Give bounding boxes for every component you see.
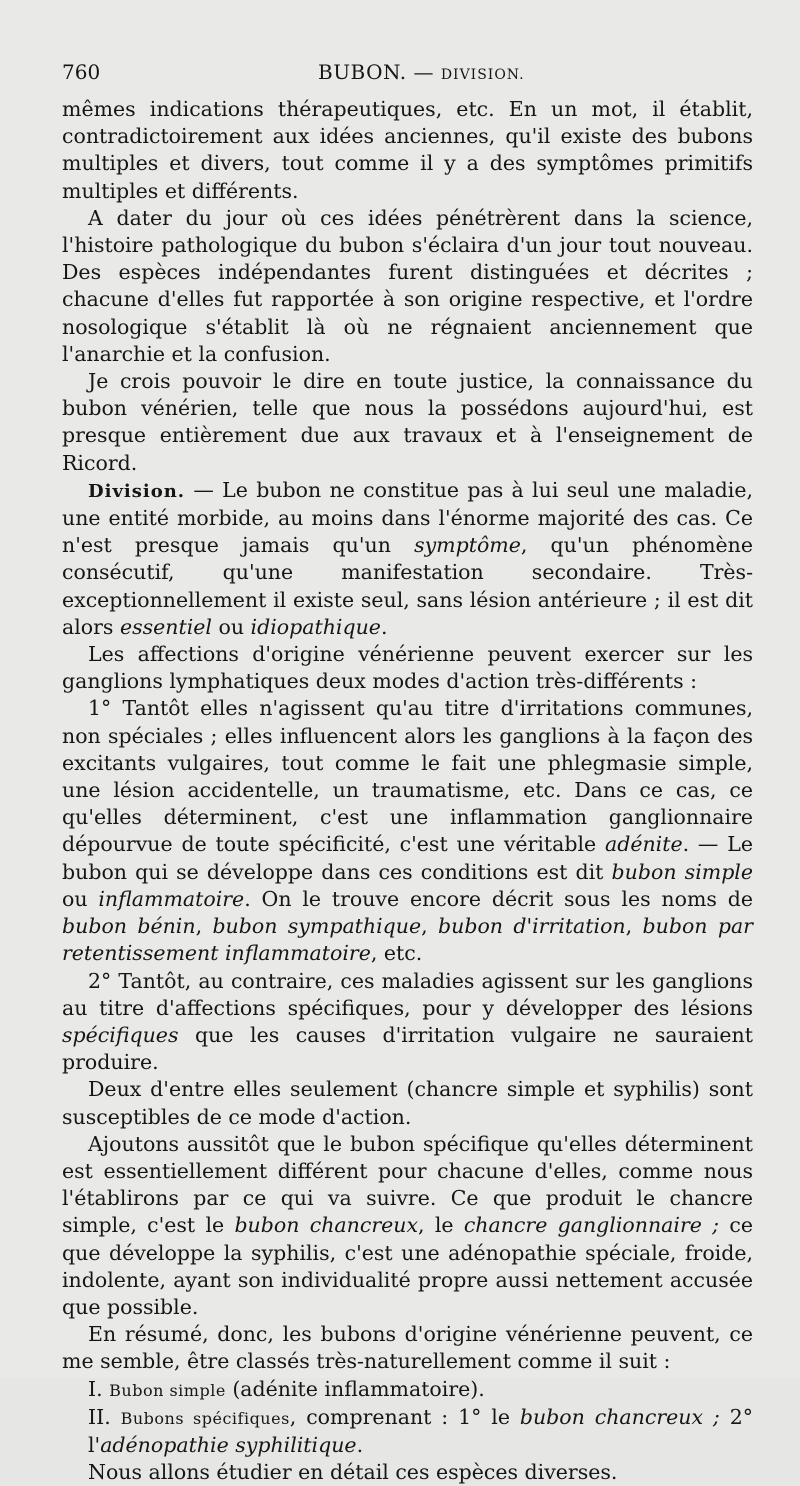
text-run: que les causes d'irritation vulgaire ne sauraient produire. bbox=[62, 1022, 753, 1075]
closing-sentence: Nous allons étudier en détail ces espèces diverses. bbox=[88, 1460, 618, 1485]
text-run: ou bbox=[211, 614, 251, 639]
text-run: (adénite inflammatoire). bbox=[225, 1376, 485, 1401]
running-header bbox=[62, 60, 752, 90]
italic-term: bubon d'irritation bbox=[438, 914, 626, 939]
text-run: , bbox=[195, 914, 213, 939]
paragraph-2: A dater du jour où ces idées pénétrèrent dans la science, l'histoire pathologique du bubon s'éclaira d'un jour tout nouveau. Des espèces indépendantes furent distinguées et décrites ; chacune d'elles fut rapportée à son origine respective, et l'ordre nosologique s'établit là où ne régnaient anciennement que l'anarchie et la confusion. bbox=[62, 205, 753, 366]
text-run: , le bbox=[418, 1213, 464, 1238]
text-run: 2° Tantôt, au contraire, ces maladies agissent sur les ganglions au titre d'affections spécifiques, pour y développer des lésions bbox=[62, 968, 753, 1020]
running-title bbox=[318, 60, 525, 84]
list-item bbox=[88, 1404, 753, 1459]
text-run: . bbox=[380, 614, 388, 639]
page-body bbox=[62, 96, 753, 1486]
italic-term: bubon chancreux ; bbox=[519, 1404, 720, 1429]
text-run: Ajoutons aussitôt que le bubon spécifique qu'elles déterminent est essentiellement différent pour chacune d'elles, comme nous l'établirons par ce qui va suivre. Ce que produit le chancre simple, c'est le bbox=[62, 1131, 753, 1238]
italic-term: chancre ganglionnaire ; bbox=[463, 1213, 720, 1238]
list-number: I. bbox=[88, 1376, 110, 1401]
paragraph-point-2 bbox=[62, 968, 753, 1077]
running-title-main: BUBON. — bbox=[318, 60, 441, 84]
italic-term: bubon chancreux bbox=[234, 1213, 419, 1238]
italic-term: spécifiques bbox=[62, 1022, 179, 1047]
small-caps-label: Bubons spécifiques bbox=[120, 1408, 290, 1428]
text-run: — Le bubon ne constitue pas à lui seul une maladie, une entité morbide, au moins dans l'énorme majorité des cas. Ce n'est presque jamais qu'un bbox=[62, 477, 753, 558]
italic-term: idiopathique bbox=[250, 614, 381, 639]
italic-term: inflammatoire bbox=[98, 886, 245, 911]
italic-term: adénite bbox=[605, 832, 683, 857]
italic-term: bubon sympathique bbox=[212, 914, 422, 939]
paragraph-division bbox=[62, 477, 753, 641]
paragraph-8: Deux d'entre elles seulement (chancre simple et syphilis) sont susceptibles de ce mode d'action. bbox=[62, 1077, 753, 1129]
text-run: , bbox=[421, 914, 438, 939]
small-caps-label: Bubon simple bbox=[109, 1380, 226, 1400]
italic-term: essentiel bbox=[119, 614, 212, 639]
text-run: ce que développe la syphilis, c'est une adénopathie spéciale, froide, indolente, ayant son individualité propre aussi nettement accusée que possible. bbox=[62, 1213, 753, 1319]
paragraph-5: Les affections d'origine vénérienne peuvent exercer sur les ganglions lymphatiques deux modes d'action très-différents : bbox=[62, 642, 753, 694]
page-number: 760 bbox=[62, 60, 101, 84]
text-run: 1° Tantôt elles n'agissent qu'au titre d'irritations communes, non spéciales ; elles influencent alors les ganglions à la façon des excitants vulgaires, tout comme le fait une phlegmasie simple, une lésion accidentelle, un traumatisme, etc. Dans ce cas, ce qu'elles déterminent, c'est une inflammation ganglionnaire dépourvue de toute spécificité, c'est une véritable bbox=[62, 696, 753, 857]
text-run: , bbox=[625, 914, 643, 939]
text-run: . On le trouve encore décrit sous les noms de bbox=[244, 886, 753, 911]
paragraph-9 bbox=[62, 1131, 753, 1321]
italic-term: symptôme bbox=[414, 533, 521, 558]
text-run: ou bbox=[62, 886, 99, 911]
text-run: , qu'un phénomène consécutif, qu'une manifestation secondaire. Très-exceptionnellement il existe seul, sans lésion antérieure ; il est dit alors bbox=[62, 533, 753, 639]
italic-term: bubon simple bbox=[611, 859, 753, 884]
paragraph-1: mêmes indications thérapeutiques, etc. En un mot, il établit, contradictoirement aux idées anciennes, qu'il existe des bubons multiples et divers, tout comme il y a des symptômes primitifs multiples et différents. bbox=[62, 97, 753, 203]
text-run: . bbox=[356, 1432, 364, 1457]
text-run: , etc. bbox=[370, 941, 423, 966]
classification-list bbox=[62, 1376, 753, 1460]
italic-term: bubon bénin bbox=[62, 914, 196, 939]
text-run: 2° l' bbox=[88, 1404, 753, 1457]
running-title-sub: DIVISION. bbox=[440, 67, 525, 83]
text-run: , comprenant : 1° le bbox=[289, 1404, 520, 1429]
list-item bbox=[88, 1376, 753, 1404]
italic-term: bubon par retentissement inflammatoire bbox=[62, 914, 753, 966]
paragraph-summary: En résumé, donc, les bubons d'origine vénérienne peuvent, ce me semble, être classés très-naturellement comme il suit : bbox=[62, 1322, 753, 1374]
text-run: . — Le bubon qui se développe dans ces conditions est dit bbox=[62, 832, 753, 884]
section-heading: Division. bbox=[88, 480, 186, 502]
list-number: II. bbox=[88, 1404, 121, 1429]
paragraph-point-1 bbox=[62, 695, 753, 967]
paragraph-3: Je crois pouvoir le dire en toute justice, la connaissance du bubon vénérien, telle que nous la possédons aujourd'hui, est presque entièrement due aux travaux et à l'enseignement de Ricord. bbox=[62, 369, 753, 475]
italic-term: adénopathie syphilitique bbox=[100, 1432, 357, 1457]
